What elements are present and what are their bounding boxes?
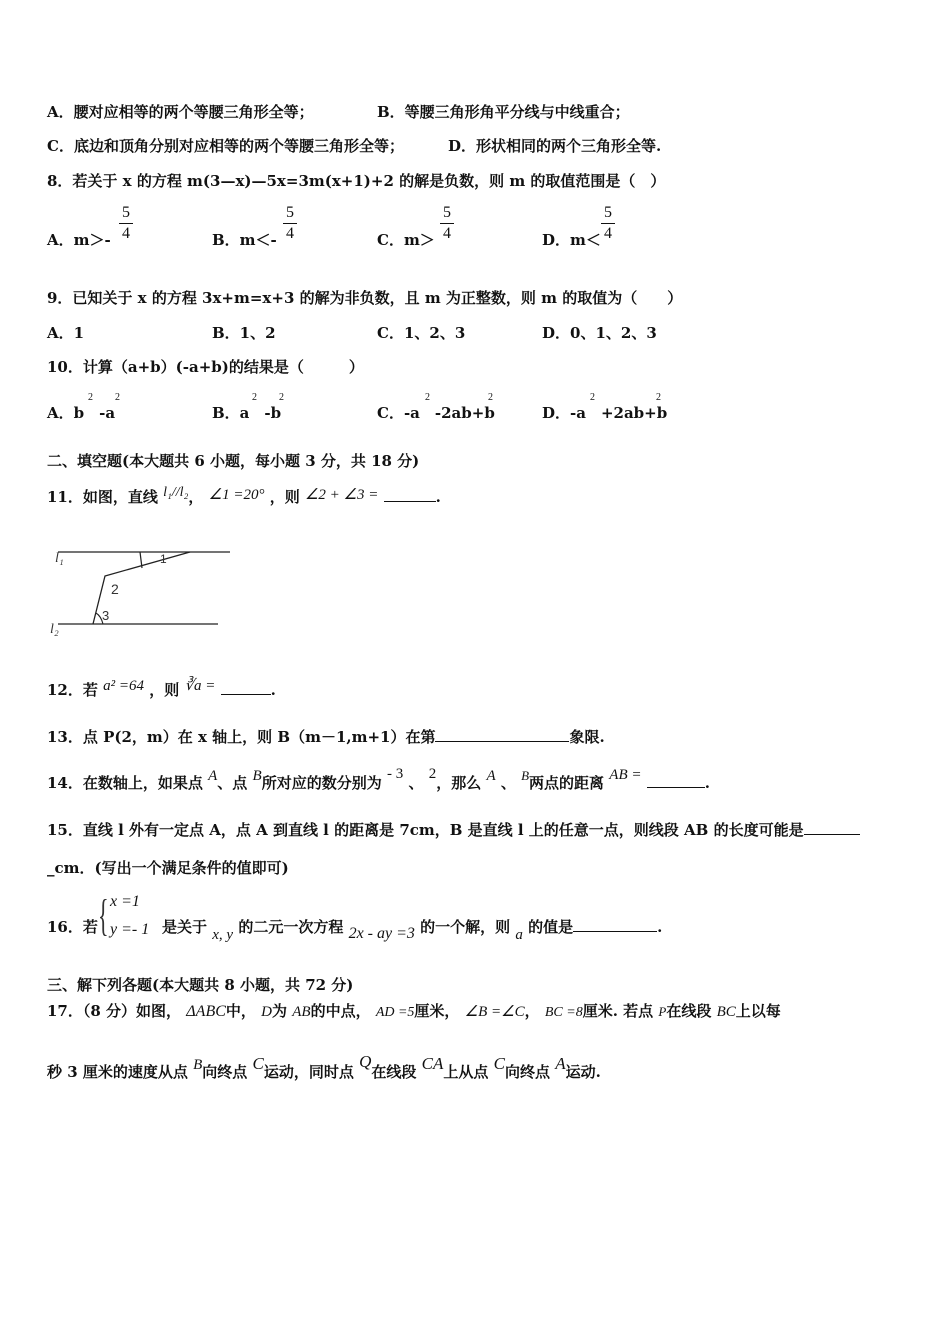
q11-end: . xyxy=(435,488,441,506)
q10-option-b: B．a -b xyxy=(212,404,282,422)
label-angle1: 1 xyxy=(160,552,167,566)
q13-line xyxy=(47,727,605,747)
q17-point-c: C xyxy=(252,1054,264,1073)
q8-stem: 8．若关于 x 的方程 m(3—x)—5x=3m(x+1)+2 的解是负数，则 m 的取值范围是（ ） xyxy=(47,172,666,190)
q9-option-c: C．1、2、3 xyxy=(377,324,466,342)
q17-line1 xyxy=(47,1001,781,1023)
q17-l2d: 在线段 xyxy=(371,1063,417,1081)
q17-t7: 在线段 xyxy=(666,1002,712,1020)
q16-vars: x, y xyxy=(212,927,234,943)
q14-dist: 两点的距离 xyxy=(529,774,605,792)
q17-triangle: ΔABC xyxy=(186,1003,226,1020)
q7-option-d: D．形状相同的两个三角形全等. xyxy=(448,137,662,155)
q14-pre: 14．在数轴上，如果点 xyxy=(47,774,203,792)
q11-then: ，则 xyxy=(269,488,300,506)
q12-pre: 12．若 xyxy=(47,681,98,699)
q17-line2 xyxy=(47,1052,601,1083)
q17-l2c: 运动，同时点 xyxy=(263,1063,354,1081)
q17-t6: 厘米. 若点 xyxy=(582,1002,654,1020)
q16-mid: 是关于 xyxy=(162,918,208,936)
q16-system-brace: { xyxy=(98,891,109,940)
q11-answer-blank[interactable] xyxy=(384,487,436,502)
q17-t2: 为 xyxy=(271,1002,287,1020)
q10-option-d: D．-a +2ab+b xyxy=(542,404,668,422)
q17-t1: 中， xyxy=(225,1002,256,1020)
q17-angles: ∠B =∠C xyxy=(464,1004,525,1020)
q9-option-a: A．1 xyxy=(47,324,85,342)
q16-eq1: x =1 xyxy=(110,893,140,910)
q10-c-exp2: 2 xyxy=(488,392,493,403)
q7-option-a: A．腰对应相等的两个等腰三角形全等； xyxy=(47,103,314,121)
q17-l2f: 向终点 xyxy=(505,1063,551,1081)
q9-option-b: B．1、2 xyxy=(212,324,276,342)
q17-pre: 17．（8 分）如图， xyxy=(47,1002,182,1020)
q11-line: 11．如图，直线 l₁//l₂， ∠1 =20° ，则 ∠2 + ∠3 = . xyxy=(47,485,441,506)
q12-then: ，则 xyxy=(149,681,180,699)
q17-ca: CA xyxy=(421,1054,444,1073)
q17-point-q: Q xyxy=(359,1052,372,1071)
q16-a: a xyxy=(515,927,523,943)
q10-option-c: C．-a -2ab+b xyxy=(377,404,495,422)
q17-l2a: 秒 3 厘米的速度从点 xyxy=(47,1063,188,1081)
q14-point-a2: A xyxy=(486,768,496,784)
label-l2: l₂ xyxy=(50,622,59,637)
q11-figure xyxy=(45,538,245,638)
q17-point-b: B xyxy=(193,1057,203,1073)
q16-mid2: 的二元一次方程 xyxy=(238,918,344,936)
q8-option-d-fraction: 5 4 xyxy=(601,204,615,243)
q12-expr: ∛a = xyxy=(184,678,216,694)
q9-stem: 9．已知关于 x 的方程 3x+m=x+3 的解为非负数，且 m 为正整数，则 m 的取值为（ ） xyxy=(47,289,683,307)
q8-option-b: B．m＜- xyxy=(212,231,277,249)
q16-end: . xyxy=(657,918,663,936)
q17-ab: AB xyxy=(292,1004,311,1020)
q14-end: . xyxy=(704,774,710,792)
q8-option-d: D．m＜ xyxy=(542,231,601,249)
q17-point-a: A xyxy=(555,1054,566,1073)
q8-option-b-fraction: 5 4 xyxy=(283,204,297,243)
q14-value1: - 3 xyxy=(386,766,404,782)
q14-sep3: 、 xyxy=(500,774,516,792)
q16-end1: 的值是 xyxy=(528,918,574,936)
q16-answer-blank[interactable] xyxy=(573,917,657,932)
q12-answer-blank[interactable] xyxy=(221,680,271,695)
q15-line1 xyxy=(47,820,860,840)
q17-l2g: 运动. xyxy=(565,1063,601,1081)
q16-mid3: 的一个解，则 xyxy=(420,918,511,936)
q15-text1: 15．直线 l 外有一定点 A，点 A 到直线 l 的距离是 7cm，B 是直线 l 上的任意一点，则线段 AB 的长度可能是 xyxy=(47,821,804,839)
q10-b-exp1: 2 xyxy=(252,392,257,403)
q16-eq2: y =- 1 xyxy=(110,921,150,938)
q15-line2: _cm．(写出一个满足条件的值即可) xyxy=(47,859,289,877)
label-angle3: 3 xyxy=(102,608,110,623)
q15-answer-blank[interactable] xyxy=(804,820,860,835)
q16-pre: 16．若 xyxy=(47,918,98,936)
q17-t3: 的中点， xyxy=(310,1002,371,1020)
q11-expr: ∠2 + ∠3 = xyxy=(304,487,379,503)
q17-t4: 厘米， xyxy=(414,1002,460,1020)
q12-end: . xyxy=(270,681,276,699)
q14-then: ，那么 xyxy=(436,774,482,792)
q14-answer-blank[interactable] xyxy=(647,773,705,788)
q10-d-exp2: 2 xyxy=(656,392,661,403)
q12-cond: a² =64 xyxy=(103,678,144,694)
q16-equation: 2x - ay =3 xyxy=(348,925,415,942)
q17-point-d: D xyxy=(261,1004,272,1020)
q17-bc2: BC xyxy=(716,1004,736,1020)
label-l1: l₁ xyxy=(55,551,64,566)
q10-a-exp2: 2 xyxy=(115,392,120,403)
q14-expr: AB = xyxy=(609,767,642,783)
q9-option-d: D．0、1、2、3 xyxy=(542,324,657,342)
q8-option-a-fraction: 5 4 xyxy=(119,204,133,243)
q13-pre: 13．点 P(2，m）在 x 轴上，则 B（m－1,m+1）在第 xyxy=(47,728,436,746)
q7-option-c: C．底边和顶角分别对应相等的两个等腰三角形全等； xyxy=(47,137,404,155)
q11-pre: 11．如图，直线 xyxy=(47,488,158,506)
q17-l2e: 上从点 xyxy=(443,1063,489,1081)
q13-answer-blank[interactable] xyxy=(435,727,569,742)
q10-stem: 10．计算（a+b）(-a+b)的结果是（ ） xyxy=(47,358,364,376)
q10-b-exp2: 2 xyxy=(279,392,284,403)
q12-line xyxy=(47,680,276,701)
q17-t5: ， xyxy=(524,1002,540,1020)
q8-option-c-fraction: 5 4 xyxy=(440,204,454,243)
q11-parallel: l₁//l₂ xyxy=(163,485,189,500)
q17-l2b: 向终点 xyxy=(202,1063,248,1081)
q10-option-a: A．b -a xyxy=(47,404,116,422)
q8-option-a: A．m＞- xyxy=(47,231,111,249)
q14-mid: 所对应的数分别为 xyxy=(261,774,382,792)
q8-option-c: C．m＞ xyxy=(377,231,435,249)
q17-t8: 上以每 xyxy=(735,1002,781,1020)
q10-d-exp1: 2 xyxy=(590,392,595,403)
q17-point-p: P xyxy=(658,1004,667,1019)
q17-ad: AD =5 xyxy=(375,1005,415,1020)
q14-sep1: 、点 xyxy=(217,774,248,792)
q13-end: 象限. xyxy=(569,728,605,746)
q14-sep2: 、 xyxy=(408,774,424,792)
q10-c-exp1: 2 xyxy=(425,392,430,403)
q7-option-b: B．等腰三角形角平分线与中线重合； xyxy=(377,103,630,121)
q14-point-a: A xyxy=(208,768,218,784)
q14-point-b2: B xyxy=(521,768,530,783)
section-3-heading: 三、解下列各题(本大题共 8 小题，共 72 分) xyxy=(47,976,354,994)
label-angle2: 2 xyxy=(111,581,119,597)
q11-angle1: ∠1 =20° xyxy=(208,487,265,503)
q14-line xyxy=(47,766,710,794)
q10-a-exp1: 2 xyxy=(88,392,93,403)
q17-bc: BC =8 xyxy=(544,1005,583,1020)
q14-point-b: B xyxy=(252,768,262,784)
section-2-heading: 二、填空题(本大题共 6 小题，每小题 3 分，共 18 分) xyxy=(47,452,420,470)
q16-line xyxy=(162,917,663,943)
q14-value2: 2 xyxy=(428,766,437,782)
q17-point-c2: C xyxy=(493,1054,505,1073)
